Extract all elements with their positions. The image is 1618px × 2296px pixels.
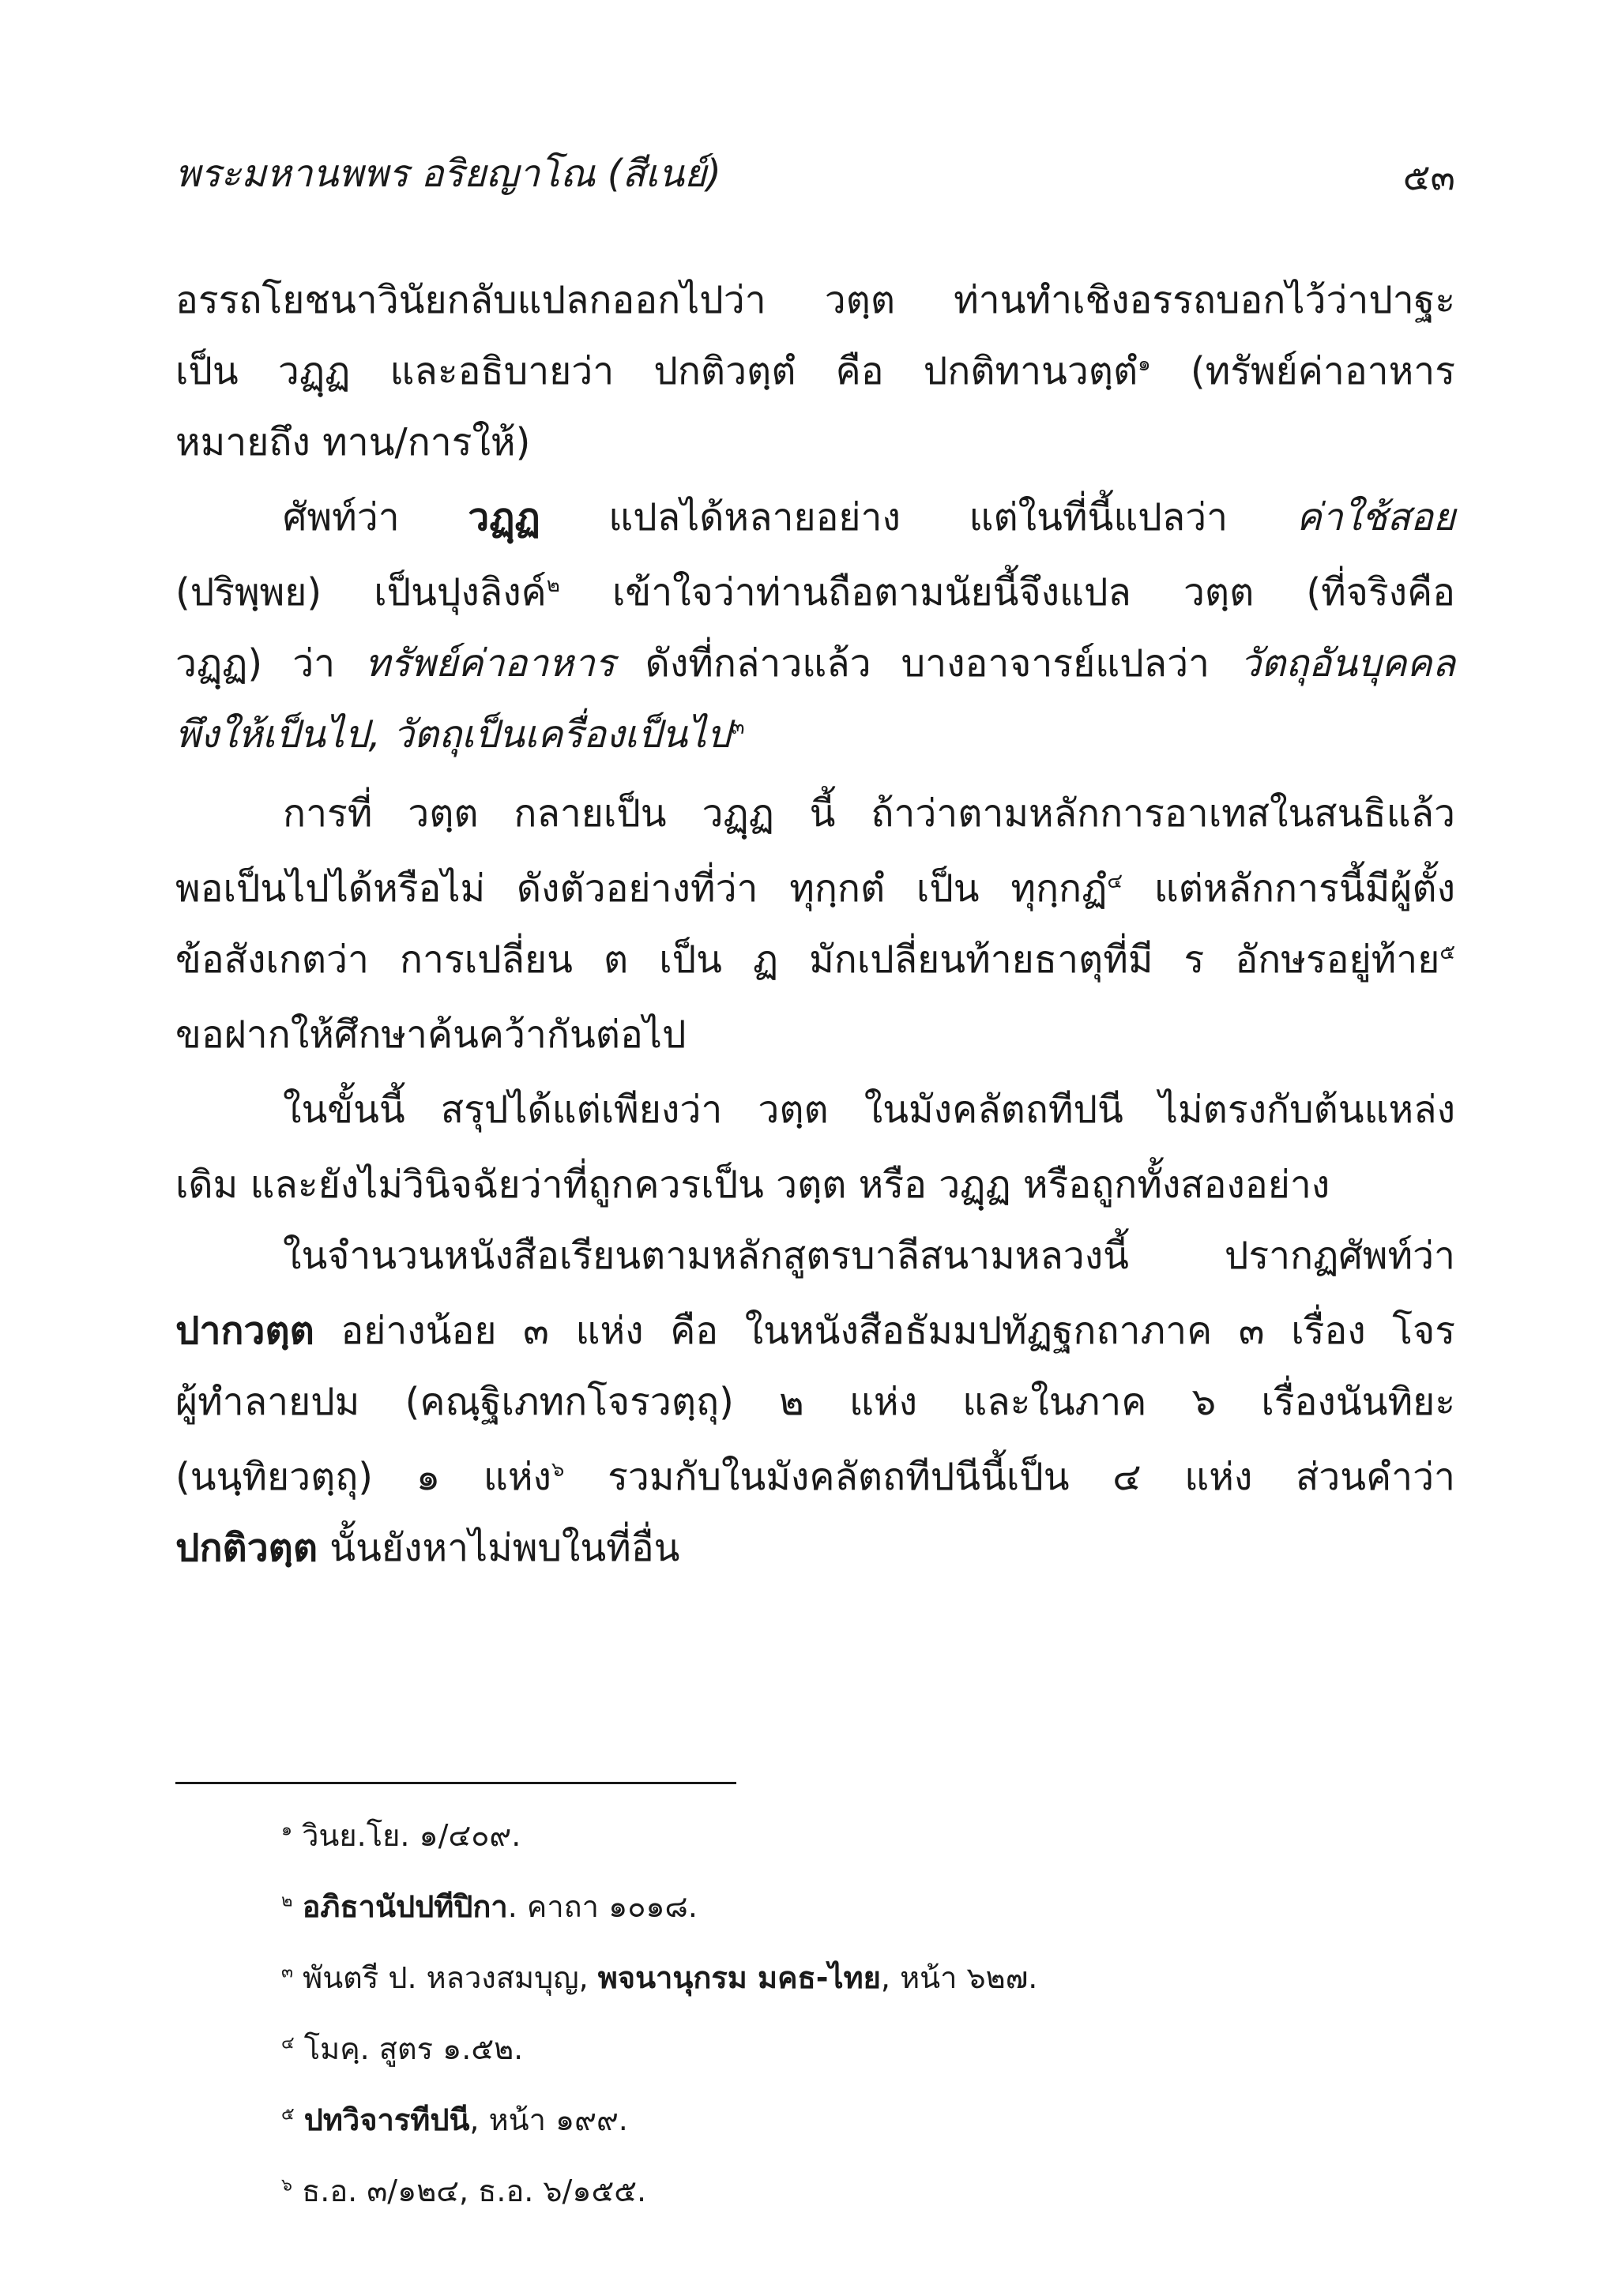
footnote-ref[interactable]: ๔ bbox=[1107, 870, 1123, 893]
footnote: $^๔$ โมคฺ. สูตร ๑.๕๒. bbox=[281, 2031, 524, 2066]
footnote: $^๓$ พันตรี ป. หลวงสมบุญ, พจนานุกรม มคธ-ไทย, หน้า ๖๒๗. bbox=[281, 1960, 1038, 1995]
body-line: (นนฺทิยวตฺถุ) ๑ แห่ง$^๖$ รวมกับในมังคลัตถทีปนีนี้เป็น ๔ แห่ง ส่วนคำว่า bbox=[175, 1455, 1455, 1499]
italic-term: ค่าใช้สอย bbox=[1296, 495, 1456, 539]
footnote-ref[interactable]: ๒ bbox=[546, 573, 560, 597]
footnote: $^๖$ ธ.อ. ๓/๑๒๔, ธ.อ. ๖/๑๕๕. bbox=[281, 2174, 647, 2208]
body-line: อรรถโยชนาวินัยกลับแปลกออกไปว่า วตฺต ท่านทำเชิงอรรถบอกไว้ว่าปาฐะ bbox=[175, 278, 1455, 322]
footnote: $^๒$ อภิธานัปปทีปิกา. คาถา ๑๐๑๘. bbox=[281, 1889, 698, 1924]
page-number: ๕๓ bbox=[1402, 156, 1455, 198]
body-line bbox=[175, 711, 1455, 758]
bold-term: ปกติวตฺต bbox=[175, 1526, 318, 1570]
body-line: ขอฝากให้ศึกษาค้นคว้ากันต่อไป bbox=[175, 1013, 687, 1057]
body-line: เดิม และยังไม่วินิจฉัยว่าที่ถูกควรเป็น วตฺต หรือ วฏฺฏ หรือถูกทั้งสองอย่าง bbox=[175, 1163, 1330, 1207]
italic-term: วัตถุอันบุคคล bbox=[1240, 641, 1455, 686]
body-line: การที่ วตฺต กลายเป็น วฏฺฏ นี้ ถ้าว่าตามหลักการอาเทสในสนธิแล้ว bbox=[283, 791, 1455, 836]
body-line: เป็น วฏฺฏ และอธิบายว่า ปกติวตฺตํ คือ ปกติทานวตฺตํ$^๑$ (ทรัพย์ค่าอาหาร bbox=[175, 349, 1456, 393]
body-line: (ปริพฺพย) เป็นปุงลิงค์$^๒$ เข้าใจว่าท่านถือตามนัยนี้จึงแปล วตฺต (ที่จริงคือ bbox=[175, 570, 1455, 614]
footnote-ref[interactable]: ๕ bbox=[1439, 941, 1455, 964]
running-title: พระมหานพพร อริยญาโณ (สีเนย์) bbox=[175, 152, 721, 196]
body-line: ผู้ทำลายปม (คณฺฐิเภทกโจรวตฺถุ) ๒ แห่ง และในภาค ๖ เรื่องนันทิยะ bbox=[175, 1380, 1455, 1424]
body-line: หมายถึง ทาน/การให้) bbox=[175, 420, 531, 464]
page-header bbox=[175, 144, 1455, 207]
italic-term: ทรัพย์ค่าอาหาร bbox=[365, 641, 615, 686]
body-line: ปากวตฺต อย่างน้อย ๓ แห่ง คือ ในหนังสือธัมมปทัฏฐกถาภาค ๓ เรื่อง โจร bbox=[175, 1309, 1455, 1353]
footnote-ref[interactable]: ๖ bbox=[551, 1458, 565, 1482]
footnote-ref[interactable]: ๑ bbox=[1138, 352, 1151, 376]
body-line: ในจำนวนหนังสือเรียนตามหลักสูตรบาลีสนามหลวงนี้ ปรากฏศัพท์ว่า bbox=[283, 1234, 1455, 1278]
body-line: ในขั้นนี้ สรุปได้แต่เพียงว่า วตฺต ในมังคลัตถทีปนี ไม่ตรงกับต้นแหล่ง bbox=[283, 1088, 1455, 1132]
footnote-divider bbox=[175, 1782, 736, 1784]
body-line: วฏฺฏ) ว่า ทรัพย์ค่าอาหาร ดังที่กล่าวแล้ว บางอาจารย์แปลว่า วัตถุอันบุคคล bbox=[175, 641, 1455, 686]
body-line: ปกติวตฺต นั้นยังหาไม่พบในที่อื่น bbox=[175, 1526, 680, 1570]
body-line: พอเป็นไปได้หรือไม่ ดังตัวอย่างที่ว่า ทุกฺกตํ เป็น ทุกฺกฏํ$^๔$ แต่หลักการนี้มีผู้ตั้ง bbox=[175, 866, 1456, 911]
footnote: $^๕$ ปทวิจารทีปนี, หน้า ๑๙๙. bbox=[281, 2102, 628, 2137]
footnote: $^๑$ วินย.โย. ๑/๔๐๙. bbox=[281, 1818, 521, 1853]
body-line: ศัพท์ว่า วฏฺฏ แปลได้หลายอย่าง แต่ในที่นี้แปลว่า ค่าใช้สอย bbox=[283, 495, 1456, 539]
italic-term: พึงให้เป็นไป, วัตถุเป็นเครื่องเป็นไป bbox=[175, 712, 731, 757]
bold-term: ปากวตฺต bbox=[175, 1309, 314, 1353]
footnote-ref[interactable]: ๓ bbox=[730, 716, 745, 739]
bold-term: วฏฺฏ bbox=[468, 495, 540, 539]
body-line: ข้อสังเกตว่า การเปลี่ยน ต เป็น ฏ มักเปลี่ยนท้ายธาตุที่มี ร อักษรอยู่ท้าย$^๕$ bbox=[175, 938, 1455, 982]
